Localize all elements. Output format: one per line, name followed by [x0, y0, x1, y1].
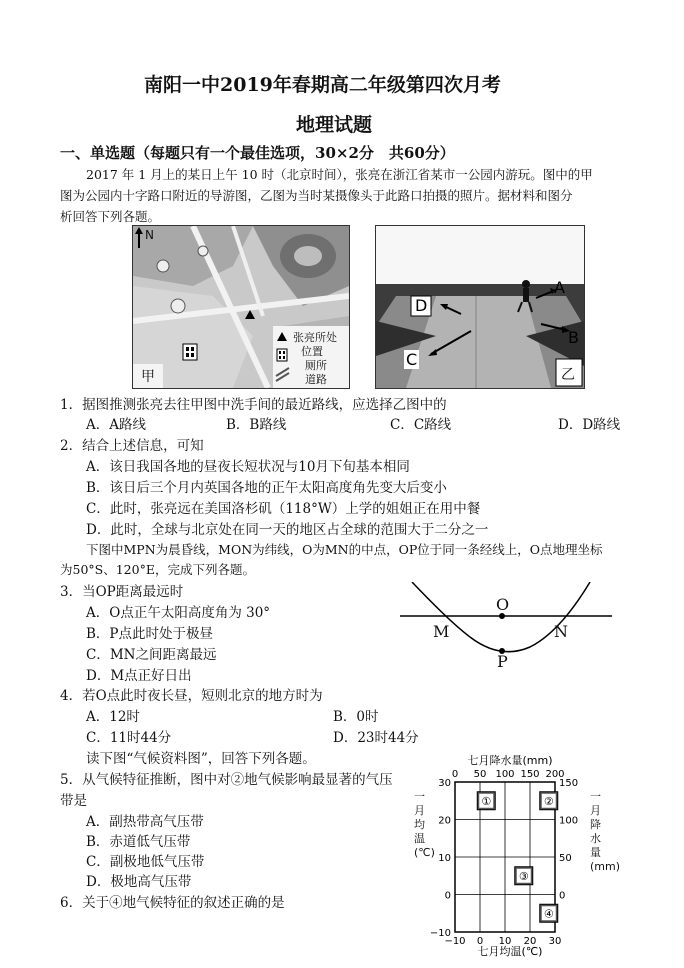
- mpn-label-N: N: [554, 622, 568, 641]
- chart-right-tick-label: 150: [559, 778, 579, 789]
- photo-label-C: C: [406, 350, 418, 369]
- mpn-label-M: M: [433, 622, 450, 641]
- photo-label-B: B: [568, 328, 579, 347]
- q6-stem: 6．关于④地气候特征的叙述正确的是: [60, 895, 285, 911]
- photo-label-D: D: [415, 296, 428, 315]
- chart-left-tick-label: 0: [444, 890, 451, 902]
- photo-figure-yi: [375, 225, 585, 389]
- chart-right-axis-label: 一月降水量(mm): [590, 790, 621, 873]
- chart-bottom-tick-label: 10: [498, 936, 512, 947]
- map-figure-jia: [132, 225, 350, 389]
- chart-bottom-tick-label: 0: [476, 936, 484, 947]
- q1-option-b[interactable]: B．B路线: [226, 417, 287, 433]
- q3-option-b[interactable]: B．P点此时处于极昼: [86, 626, 214, 642]
- chart-right-tick-label: 0: [559, 890, 566, 902]
- q1-option-d[interactable]: D．D路线: [558, 417, 621, 433]
- legend-position-text2: 位置: [301, 345, 323, 358]
- chart-left-tick-label: −10: [429, 928, 451, 939]
- chart-left-axis-label: 一月均温(℃): [414, 790, 435, 859]
- figure-label-jia: 甲: [141, 369, 155, 385]
- q3-option-a[interactable]: A．O点正午太阳高度角为 30°: [86, 605, 271, 621]
- mpn-label-O: O: [496, 595, 510, 614]
- chart-right-tick-label: 100: [559, 815, 579, 827]
- climate-chart: [410, 752, 621, 962]
- chart-top-tick-label: 0: [451, 769, 459, 780]
- q3-option-c[interactable]: C．MN之间距离最远: [86, 647, 217, 663]
- chart-bottom-axis-label: 七月均温(℃): [477, 945, 543, 958]
- photo-label-A: A: [554, 278, 565, 297]
- intro-line-2: 图为公园内十字路口附近的导游图，乙图为当时某摄像头于此路口拍摄的照片。据材料和图分: [60, 188, 573, 203]
- figure-label-yi: 乙: [561, 367, 575, 383]
- chart-left-tick-label: 10: [438, 853, 451, 864]
- q2-option-c[interactable]: C．此时，张亮远在美国洛杉矶（118°W）上学的姐姐正在用中餐: [86, 501, 481, 517]
- chart-point-label: ①: [481, 794, 492, 808]
- q4-option-a[interactable]: A．12时: [86, 709, 140, 725]
- q3-option-d[interactable]: D．M点正好日出: [86, 668, 192, 684]
- legend-toilet-text: 厕所: [305, 359, 327, 372]
- q5-stem-1: 5．从气候特征推断，图中对②地气候影响最显著的气压: [60, 772, 393, 788]
- q4-stem: 4．若O点此时夜长昼，短则北京的地方时为: [60, 688, 323, 704]
- q2-stem: 2．结合上述信息，可知: [60, 438, 204, 454]
- q5-option-c[interactable]: C．副极地低气压带: [86, 854, 205, 870]
- section-heading: 一、单选题（每题只有一个最佳选项，30×2分 共60分）: [60, 144, 455, 162]
- q2-option-b[interactable]: B．该日后三个月内英国各地的正午太阳高度角先变大后变小: [86, 480, 447, 496]
- intro-line-3: 析回答下列各题。: [60, 209, 161, 224]
- chart-point-label: ④: [543, 907, 554, 921]
- chart-top-tick-label: 150: [520, 769, 540, 780]
- q5-option-d[interactable]: D．极地高气压带: [86, 874, 192, 890]
- chart-left-tick-label: 20: [438, 815, 451, 827]
- q5-option-a[interactable]: A．副热带高气压带: [86, 814, 204, 830]
- q4-option-c[interactable]: C．11时44分: [86, 730, 172, 746]
- q1-stem: 1．据图推测张亮去往甲图中洗手间的最近路线，应选择乙图中的: [60, 397, 447, 413]
- chart-right-tick-label: 50: [559, 853, 572, 864]
- legend-position-text: 张亮所处: [293, 331, 337, 344]
- q1-option-c[interactable]: C．C路线: [390, 417, 452, 433]
- q4-option-b[interactable]: B．0时: [333, 709, 379, 725]
- q5-stem-2: 带是: [60, 793, 87, 809]
- q3-stem: 3．当OP距离最远时: [60, 584, 184, 600]
- legend-road-text: 道路: [305, 373, 327, 386]
- chart-top-tick-label: 200: [545, 769, 565, 780]
- chart-bottom-tick-label: 30: [548, 936, 562, 947]
- chart-point-label: ③: [518, 869, 529, 883]
- q5-option-b[interactable]: B．赤道低气压带: [86, 834, 191, 850]
- chart-bottom-tick-label: 20: [523, 936, 537, 947]
- chart-top-axis-label: 七月降水量(mm): [467, 754, 553, 767]
- chart-top-tick-label: 100: [495, 769, 515, 780]
- chart-bottom-tick-label: −10: [444, 936, 466, 947]
- intro2-line-2: 为50°S、120°E，完成下列各题。: [60, 562, 255, 577]
- page-title: 南阳一中2019年春期高二年级第四次月考: [144, 74, 501, 96]
- page-subtitle: 地理试题: [296, 114, 373, 136]
- intro3-line: 读下图“气候资料图”，回答下列各题。: [86, 751, 316, 767]
- intro2-line-1: 下图中MPN为晨昏线，MON为纬线，O为MN的中点，OP位于同一条经线上，O点地理坐标: [86, 542, 603, 557]
- chart-top-tick-label: 50: [473, 769, 487, 780]
- q2-option-d[interactable]: D．此时，全球与北京处在同一天的地区占全球的范围大于二分之一: [86, 522, 489, 538]
- q1-option-a[interactable]: A．A路线: [86, 417, 146, 433]
- mpn-label-P: P: [497, 652, 508, 671]
- q4-option-d[interactable]: D．23时44分: [333, 730, 419, 746]
- q2-option-a[interactable]: A．该日我国各地的昼夜长短状况与10月下旬基本相同: [86, 459, 410, 475]
- chart-point-label: ②: [543, 794, 554, 808]
- north-label: N: [145, 228, 154, 242]
- intro-line-1: 2017 年 1 月上的某日上午 10 时（北京时间），张亮在浙江省某市一公园内游玩。图中的甲: [86, 167, 593, 182]
- chart-left-tick-label: 30: [438, 778, 451, 789]
